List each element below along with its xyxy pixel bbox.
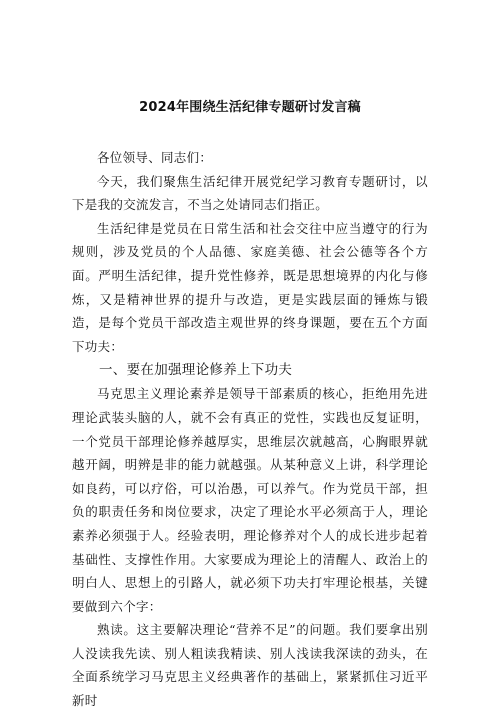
paragraph-discipline: 生活纪律是党员在日常生活和社会交往中应当遵守的行为规则，涉及党员的个人品德、家庭美德、社会公德等各个方面。严明生活纪律，提升党性修养，既是思想境界的内化与修炼，又是精神世界的提升与改造，更是实践层面的锤炼与锻造，是每个党员干部改造主观世界的终身课题，要在五个方面下功夫： (72, 220, 428, 354)
paragraph-reading: 熟读。这主要解决理论“营养不足”的问题。我们要拿出别人没读我先读、别人粗读我精读、别人浅读我深读的劲头，在全面系统学习马克思主义经典著作的基础上，紧紧抓住习近平新时 (72, 622, 428, 709)
section-heading: 一、要在加强理论修养上下功夫 (99, 362, 293, 379)
document-title: 2024年围绕生活纪律专题研讨发言稿 (139, 100, 361, 115)
document-body (72, 146, 428, 713)
greeting: 各位领导、同志们： (97, 150, 213, 165)
paragraph-intro: 今天，我们聚焦生活纪律开展党纪学习教育专题研讨，以下是我的交流发言，不当之处请同志们指正。 (72, 173, 428, 213)
paragraph-theory: 马克思主义理论素养是领导干部素质的核心，拒绝用先进理论武装头脑的人，就不会有真正的党性，实践也反复证明，一个党员干部理论修养越厚实，思维层次就越高，心胸眼界就越开阔，明辨是非的能力就越强。从某种意义上讲，科学理论如良药，可以疗俗，可以治愚，可以养气。作为党员干部，担负的职责任务和岗位要求，决定了理论水平必须高于人，理论素养必须强于人。经验表明，理论修养对个人的成长进步起着基础性、支撑性作用。大家要成为理论上的清醒人、政治上的明白人、思想上的引路人，就必须下功夫打牢理论根基，关键要做到六个字： (72, 386, 428, 614)
